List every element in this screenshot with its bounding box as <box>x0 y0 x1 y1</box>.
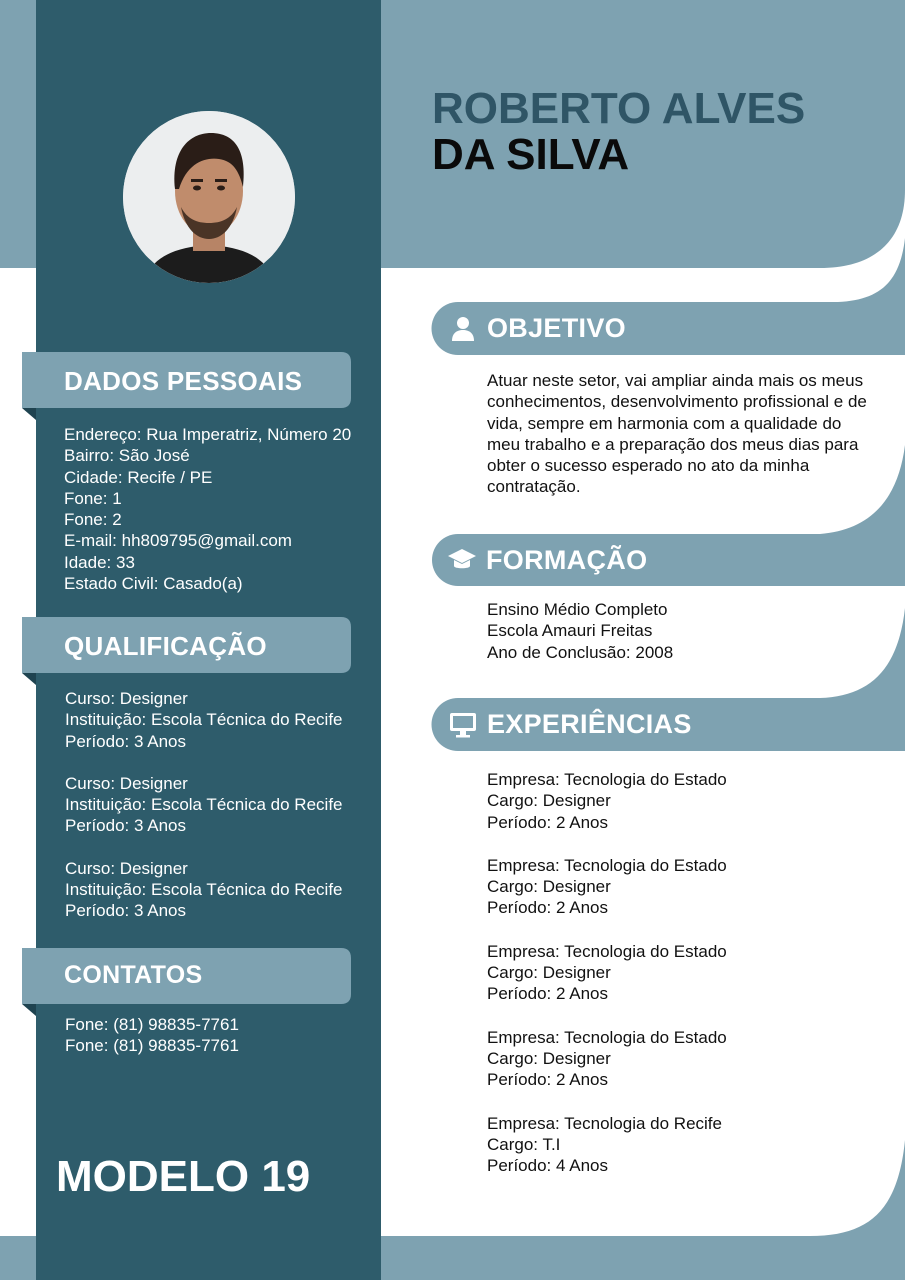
curve-band-3 <box>820 608 905 698</box>
monitor-icon <box>449 712 477 738</box>
dados-line-idade: Idade: 33 <box>64 552 135 572</box>
formacao-line: Escola Amauri Freitas <box>487 621 653 641</box>
profile-photo <box>123 111 295 283</box>
experiencia-cargo: Cargo: Designer <box>487 791 611 811</box>
dados-line-fone1: Fone: 1 <box>64 488 122 508</box>
dados-line-bairro: Bairro: São José <box>64 446 190 466</box>
qualificacao-title: QUALIFICAÇÃO <box>64 631 267 661</box>
experiencia-item <box>487 769 727 833</box>
experiencia-empresa: Empresa: Tecnologia do Recife <box>487 1113 722 1133</box>
experiencia-periodo: Período: 4 Anos <box>487 1156 608 1176</box>
qualificacao-instituicao: Instituição: Escola Técnica do Recife <box>65 795 343 815</box>
objetivo-line: contratação. <box>487 477 581 497</box>
qualificacao-list <box>65 688 343 943</box>
name-line2: DA SILVA <box>432 130 630 179</box>
left-edge-strip <box>0 0 36 268</box>
qualificacao-curso: Curso: Designer <box>65 689 188 708</box>
objetivo-line: Atuar neste setor, vai ampliar ainda mais os meus <box>487 371 864 390</box>
experiencia-cargo: Cargo: Designer <box>487 877 611 897</box>
experiencia-periodo: Período: 2 Anos <box>487 1070 608 1090</box>
qualificacao-item <box>65 688 343 752</box>
experiencia-cargo: Cargo: T.I <box>487 1134 561 1154</box>
experiencia-periodo: Período: 2 Anos <box>487 812 608 832</box>
experiencias-title: EXPERIÊNCIAS <box>487 709 692 739</box>
experiencia-periodo: Período: 2 Anos <box>487 898 608 918</box>
qualificacao-instituicao: Instituição: Escola Técnica do Recife <box>65 880 343 900</box>
contatos-title: CONTATOS <box>64 961 203 989</box>
objetivo-text <box>487 370 867 498</box>
formacao-list <box>487 599 673 663</box>
objetivo-line: conhecimentos, desenvolvimento profissional e de <box>487 392 867 412</box>
qualificacao-periodo: Período: 3 Anos <box>65 901 186 921</box>
experiencia-item <box>487 941 727 1005</box>
formacao-title: FORMAÇÃO <box>486 545 648 575</box>
modelo-label: MODELO 19 <box>56 1152 311 1201</box>
dados-pessoais-list <box>64 424 351 594</box>
qualificacao-periodo: Período: 3 Anos <box>65 816 186 836</box>
user-icon <box>450 315 476 341</box>
dados-line-email: E-mail: hh809795@gmail.com <box>64 531 292 551</box>
experiencia-cargo: Cargo: Designer <box>487 963 611 983</box>
contato-fone: Fone: (81) 98835-7761 <box>65 1015 239 1034</box>
qualificacao-periodo: Período: 3 Anos <box>65 731 186 751</box>
qualificacao-curso: Curso: Designer <box>65 858 188 878</box>
qualificacao-item <box>65 773 343 837</box>
experiencia-item <box>487 855 727 919</box>
experiencia-empresa: Empresa: Tecnologia do Estado <box>487 770 727 789</box>
dados-pessoais-title: DADOS PESSOAIS <box>64 366 303 396</box>
contatos-list <box>65 1014 239 1057</box>
qualificacao-curso: Curso: Designer <box>65 773 188 793</box>
bottom-left-strip <box>0 1236 36 1280</box>
experiencia-empresa: Empresa: Tecnologia do Estado <box>487 941 727 961</box>
experiencia-cargo: Cargo: Designer <box>487 1048 611 1068</box>
dados-line-fone2: Fone: 2 <box>64 510 122 530</box>
objetivo-line: meu trabalho e a preparação dos meus dias para <box>487 434 859 454</box>
experiencia-empresa: Empresa: Tecnologia do Estado <box>487 1027 727 1047</box>
experiencia-periodo: Período: 2 Anos <box>487 984 608 1004</box>
objetivo-title: OBJETIVO <box>487 313 626 343</box>
contato-fone: Fone: (81) 98835-7761 <box>65 1036 239 1056</box>
experiencia-item <box>487 1113 727 1177</box>
qualificacao-item <box>65 858 343 922</box>
graduation-cap-icon <box>447 547 477 573</box>
dados-line-endereco: Endereço: Rua Imperatriz, Número 20 <box>64 425 352 444</box>
formacao-line: Ano de Conclusão: 2008 <box>487 642 674 662</box>
experiencia-item <box>487 1027 727 1091</box>
dados-line-cidade: Cidade: Recife / PE <box>64 467 213 487</box>
name-line1: ROBERTO ALVES <box>432 84 806 133</box>
objetivo-line: obter o sucesso esperado no ato da minha <box>487 456 810 476</box>
dados-line-estado-civil: Estado Civil: Casado(a) <box>64 574 243 594</box>
objetivo-line: vida, sempre em harmonia com a qualidade do <box>487 413 842 433</box>
qualificacao-instituicao: Instituição: Escola Técnica do Recife <box>65 710 343 730</box>
formacao-line: Ensino Médio Completo <box>487 600 668 619</box>
experiencia-empresa: Empresa: Tecnologia do Estado <box>487 855 727 875</box>
experiencias-list <box>487 769 727 1176</box>
